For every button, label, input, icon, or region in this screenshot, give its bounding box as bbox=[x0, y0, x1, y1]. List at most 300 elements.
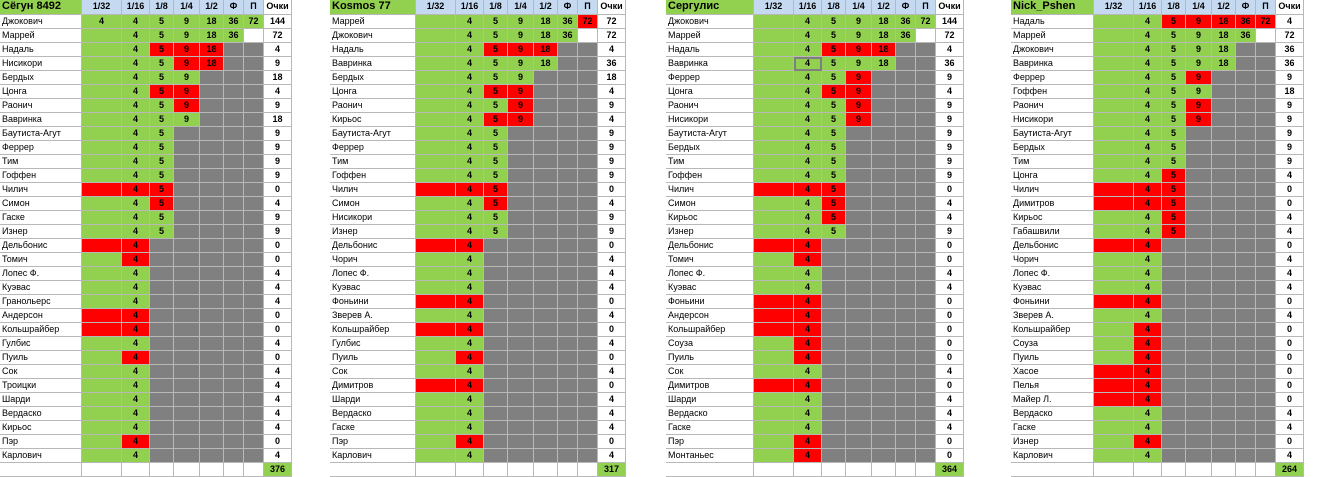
round-cell[interactable]: 4 bbox=[794, 85, 822, 99]
round-cell[interactable] bbox=[1094, 435, 1134, 449]
round-cell[interactable] bbox=[150, 365, 174, 379]
round-cell[interactable] bbox=[534, 141, 558, 155]
round-cell[interactable] bbox=[174, 197, 200, 211]
score-cell[interactable]: 18 bbox=[264, 113, 292, 127]
round-cell[interactable] bbox=[534, 449, 558, 463]
round-cell[interactable] bbox=[1256, 393, 1276, 407]
round-cell[interactable]: 4 bbox=[1134, 183, 1162, 197]
round-cell[interactable] bbox=[916, 281, 936, 295]
round-cell[interactable]: 5 bbox=[1162, 71, 1186, 85]
round-cell[interactable]: 9 bbox=[508, 113, 534, 127]
player-name-cell[interactable]: Бердых bbox=[0, 71, 82, 85]
player-name-cell[interactable]: Гранольерс bbox=[0, 295, 82, 309]
player-name-cell[interactable]: Раонич bbox=[330, 99, 416, 113]
round-cell[interactable] bbox=[82, 267, 122, 281]
round-cell[interactable]: 4 bbox=[122, 449, 150, 463]
round-cell[interactable] bbox=[558, 141, 578, 155]
player-name-cell[interactable]: Лопес Ф. bbox=[666, 267, 754, 281]
round-cell[interactable]: 4 bbox=[1134, 365, 1162, 379]
round-cell[interactable] bbox=[174, 295, 200, 309]
round-cell[interactable]: 4 bbox=[122, 57, 150, 71]
round-cell[interactable] bbox=[1256, 127, 1276, 141]
round-cell[interactable] bbox=[1094, 379, 1134, 393]
round-cell[interactable] bbox=[916, 141, 936, 155]
round-cell[interactable] bbox=[416, 43, 456, 57]
round-cell[interactable]: 5 bbox=[150, 211, 174, 225]
round-cell[interactable] bbox=[508, 141, 534, 155]
round-cell[interactable] bbox=[872, 393, 896, 407]
round-cell[interactable] bbox=[150, 435, 174, 449]
round-cell[interactable] bbox=[416, 71, 456, 85]
round-cell[interactable] bbox=[244, 379, 264, 393]
round-cell[interactable]: 4 bbox=[1134, 351, 1162, 365]
total-score-cell[interactable]: 264 bbox=[1276, 463, 1304, 477]
player-name-cell[interactable]: Джокович bbox=[330, 29, 416, 43]
player-name-cell[interactable]: Димитров bbox=[1011, 197, 1094, 211]
player-name-cell[interactable]: Гоффен bbox=[0, 169, 82, 183]
round-cell[interactable] bbox=[174, 435, 200, 449]
round-cell[interactable] bbox=[578, 155, 598, 169]
round-cell[interactable]: 5 bbox=[484, 15, 508, 29]
score-cell[interactable]: 36 bbox=[1276, 43, 1304, 57]
player-name-cell[interactable]: Куэвас bbox=[666, 281, 754, 295]
round-cell[interactable]: 4 bbox=[794, 197, 822, 211]
round-cell[interactable] bbox=[200, 281, 224, 295]
score-cell[interactable]: 0 bbox=[1276, 197, 1304, 211]
score-cell[interactable]: 4 bbox=[1276, 211, 1304, 225]
round-cell[interactable] bbox=[578, 351, 598, 365]
round-cell[interactable] bbox=[558, 71, 578, 85]
player-name-cell[interactable]: Карлович bbox=[0, 449, 82, 463]
round-cell[interactable] bbox=[484, 421, 508, 435]
round-cell[interactable] bbox=[872, 211, 896, 225]
round-cell[interactable]: 4 bbox=[122, 141, 150, 155]
round-cell[interactable] bbox=[1094, 253, 1134, 267]
round-cell[interactable] bbox=[916, 351, 936, 365]
player-name-cell[interactable]: Кольшрайбер bbox=[0, 323, 82, 337]
round-cell[interactable]: 9 bbox=[508, 99, 534, 113]
round-cell[interactable]: 4 bbox=[794, 309, 822, 323]
round-cell[interactable] bbox=[578, 85, 598, 99]
round-cell[interactable] bbox=[484, 323, 508, 337]
round-cell[interactable] bbox=[82, 281, 122, 295]
round-cell[interactable] bbox=[1212, 85, 1236, 99]
round-cell[interactable] bbox=[1212, 295, 1236, 309]
round-cell[interactable]: 5 bbox=[150, 57, 174, 71]
round-cell[interactable]: 4 bbox=[122, 253, 150, 267]
round-cell[interactable] bbox=[754, 267, 794, 281]
round-cell[interactable]: 5 bbox=[822, 141, 846, 155]
round-cell[interactable] bbox=[822, 407, 846, 421]
round-cell[interactable]: 5 bbox=[1162, 99, 1186, 113]
round-cell[interactable]: 5 bbox=[1162, 57, 1186, 71]
round-cell[interactable] bbox=[1256, 253, 1276, 267]
round-cell[interactable] bbox=[754, 57, 794, 71]
score-cell[interactable]: 4 bbox=[1276, 267, 1304, 281]
player-name-cell[interactable]: Вавринка bbox=[330, 57, 416, 71]
player-name-cell[interactable]: Шарди bbox=[666, 393, 754, 407]
round-cell[interactable]: 4 bbox=[794, 211, 822, 225]
round-cell[interactable] bbox=[1212, 155, 1236, 169]
round-cell[interactable] bbox=[846, 337, 872, 351]
score-cell[interactable]: 4 bbox=[598, 197, 626, 211]
round-cell[interactable] bbox=[1094, 155, 1134, 169]
round-cell[interactable] bbox=[1186, 197, 1212, 211]
round-cell[interactable] bbox=[916, 309, 936, 323]
round-cell[interactable] bbox=[872, 379, 896, 393]
round-cell[interactable]: 4 bbox=[456, 43, 484, 57]
player-name-cell[interactable]: Гаске bbox=[1011, 421, 1094, 435]
round-cell[interactable] bbox=[416, 183, 456, 197]
score-cell[interactable]: 0 bbox=[936, 183, 964, 197]
player-name-cell[interactable]: Сок bbox=[0, 365, 82, 379]
round-cell[interactable] bbox=[244, 309, 264, 323]
round-cell[interactable] bbox=[578, 211, 598, 225]
round-cell[interactable] bbox=[896, 379, 916, 393]
round-cell[interactable]: 18 bbox=[1212, 43, 1236, 57]
score-cell[interactable]: 4 bbox=[936, 267, 964, 281]
round-cell[interactable] bbox=[1236, 253, 1256, 267]
round-cell[interactable] bbox=[558, 449, 578, 463]
round-cell[interactable] bbox=[896, 183, 916, 197]
round-cell[interactable] bbox=[754, 225, 794, 239]
player-name-cell[interactable]: Гаске bbox=[0, 211, 82, 225]
score-cell[interactable]: 4 bbox=[264, 43, 292, 57]
round-cell[interactable] bbox=[846, 407, 872, 421]
player-name-cell[interactable]: Баутиста-Агут bbox=[0, 127, 82, 141]
round-cell[interactable]: 5 bbox=[150, 71, 174, 85]
round-cell[interactable] bbox=[150, 267, 174, 281]
round-cell[interactable]: 5 bbox=[822, 43, 846, 57]
round-cell[interactable] bbox=[872, 365, 896, 379]
round-cell[interactable] bbox=[846, 197, 872, 211]
score-cell[interactable]: 9 bbox=[598, 155, 626, 169]
score-cell[interactable]: 18 bbox=[1276, 85, 1304, 99]
round-cell[interactable] bbox=[534, 379, 558, 393]
round-cell[interactable] bbox=[1094, 323, 1134, 337]
round-cell[interactable]: 4 bbox=[794, 141, 822, 155]
round-cell[interactable] bbox=[1186, 421, 1212, 435]
round-cell[interactable] bbox=[754, 127, 794, 141]
round-cell[interactable] bbox=[224, 141, 244, 155]
round-cell[interactable]: 9 bbox=[508, 29, 534, 43]
round-cell[interactable] bbox=[508, 351, 534, 365]
round-cell[interactable] bbox=[1236, 435, 1256, 449]
round-cell[interactable] bbox=[534, 295, 558, 309]
round-cell[interactable] bbox=[558, 309, 578, 323]
round-cell[interactable] bbox=[82, 99, 122, 113]
round-cell[interactable] bbox=[1186, 379, 1212, 393]
round-cell[interactable] bbox=[224, 421, 244, 435]
round-cell[interactable] bbox=[174, 253, 200, 267]
round-cell[interactable] bbox=[174, 351, 200, 365]
round-cell[interactable] bbox=[1236, 71, 1256, 85]
round-cell[interactable] bbox=[754, 169, 794, 183]
score-cell[interactable]: 4 bbox=[1276, 407, 1304, 421]
round-cell[interactable] bbox=[1256, 281, 1276, 295]
round-cell[interactable] bbox=[244, 267, 264, 281]
round-cell[interactable] bbox=[82, 239, 122, 253]
round-cell[interactable] bbox=[174, 239, 200, 253]
player-name-cell[interactable]: Пэр bbox=[0, 435, 82, 449]
player-name-cell[interactable]: Томич bbox=[0, 253, 82, 267]
round-cell[interactable] bbox=[558, 211, 578, 225]
score-cell[interactable]: 9 bbox=[598, 169, 626, 183]
round-cell[interactable] bbox=[896, 309, 916, 323]
round-cell[interactable] bbox=[416, 323, 456, 337]
round-cell[interactable] bbox=[578, 449, 598, 463]
round-cell[interactable] bbox=[1094, 169, 1134, 183]
round-cell[interactable] bbox=[224, 127, 244, 141]
round-cell[interactable]: 4 bbox=[456, 29, 484, 43]
round-cell[interactable] bbox=[416, 393, 456, 407]
score-cell[interactable]: 0 bbox=[936, 351, 964, 365]
score-cell[interactable]: 4 bbox=[598, 113, 626, 127]
round-cell[interactable] bbox=[916, 393, 936, 407]
round-cell[interactable] bbox=[896, 393, 916, 407]
player-name-cell[interactable]: Изнер bbox=[666, 225, 754, 239]
round-cell[interactable] bbox=[534, 71, 558, 85]
round-cell[interactable] bbox=[846, 169, 872, 183]
round-cell[interactable] bbox=[578, 99, 598, 113]
player-name-cell[interactable]: Надаль bbox=[1011, 15, 1094, 29]
score-cell[interactable]: 0 bbox=[936, 379, 964, 393]
round-cell[interactable] bbox=[1256, 99, 1276, 113]
round-cell[interactable] bbox=[1236, 57, 1256, 71]
round-cell[interactable] bbox=[244, 85, 264, 99]
round-cell[interactable]: 18 bbox=[200, 15, 224, 29]
player-name-cell[interactable]: Изнер bbox=[1011, 435, 1094, 449]
round-cell[interactable] bbox=[916, 449, 936, 463]
score-cell[interactable]: 9 bbox=[936, 71, 964, 85]
score-cell[interactable]: 0 bbox=[598, 323, 626, 337]
round-cell[interactable] bbox=[1236, 309, 1256, 323]
player-name-cell[interactable]: Пуиль bbox=[1011, 351, 1094, 365]
round-cell[interactable] bbox=[200, 421, 224, 435]
round-cell[interactable] bbox=[508, 323, 534, 337]
round-cell[interactable]: 9 bbox=[174, 29, 200, 43]
player-name-cell[interactable]: Соуза bbox=[1011, 337, 1094, 351]
round-cell[interactable] bbox=[1236, 99, 1256, 113]
round-cell[interactable] bbox=[484, 253, 508, 267]
round-cell[interactable] bbox=[508, 155, 534, 169]
round-cell[interactable] bbox=[872, 449, 896, 463]
round-cell[interactable]: 18 bbox=[534, 29, 558, 43]
round-cell[interactable] bbox=[150, 393, 174, 407]
round-cell[interactable] bbox=[896, 337, 916, 351]
round-cell[interactable] bbox=[1162, 309, 1186, 323]
round-cell[interactable] bbox=[174, 225, 200, 239]
score-cell[interactable]: 9 bbox=[936, 127, 964, 141]
round-cell[interactable] bbox=[534, 421, 558, 435]
round-cell[interactable] bbox=[846, 393, 872, 407]
round-cell[interactable] bbox=[244, 141, 264, 155]
score-cell[interactable]: 0 bbox=[264, 253, 292, 267]
round-cell[interactable]: 72 bbox=[578, 15, 598, 29]
score-cell[interactable]: 9 bbox=[936, 141, 964, 155]
round-cell[interactable] bbox=[822, 267, 846, 281]
round-cell[interactable]: 36 bbox=[558, 29, 578, 43]
round-cell[interactable] bbox=[508, 449, 534, 463]
round-cell[interactable]: 36 bbox=[896, 29, 916, 43]
round-cell[interactable] bbox=[1186, 435, 1212, 449]
round-cell[interactable] bbox=[150, 407, 174, 421]
round-cell[interactable] bbox=[508, 253, 534, 267]
round-cell[interactable] bbox=[416, 127, 456, 141]
round-cell[interactable]: 9 bbox=[174, 99, 200, 113]
round-cell[interactable] bbox=[174, 449, 200, 463]
round-cell[interactable] bbox=[558, 127, 578, 141]
score-cell[interactable]: 4 bbox=[936, 197, 964, 211]
round-cell[interactable]: 4 bbox=[1134, 43, 1162, 57]
round-cell[interactable] bbox=[558, 435, 578, 449]
round-cell[interactable] bbox=[872, 337, 896, 351]
round-cell[interactable]: 9 bbox=[846, 57, 872, 71]
score-cell[interactable]: 0 bbox=[936, 295, 964, 309]
round-cell[interactable] bbox=[244, 435, 264, 449]
round-cell[interactable] bbox=[1212, 71, 1236, 85]
round-cell[interactable]: 4 bbox=[1134, 449, 1162, 463]
round-cell[interactable]: 5 bbox=[150, 197, 174, 211]
round-cell[interactable]: 18 bbox=[872, 15, 896, 29]
round-cell[interactable] bbox=[224, 295, 244, 309]
round-cell[interactable] bbox=[1256, 267, 1276, 281]
player-name-cell[interactable]: Кирьос bbox=[666, 211, 754, 225]
round-cell[interactable] bbox=[754, 407, 794, 421]
round-cell[interactable]: 4 bbox=[794, 281, 822, 295]
round-cell[interactable] bbox=[200, 113, 224, 127]
round-cell[interactable] bbox=[150, 421, 174, 435]
round-cell[interactable] bbox=[1236, 183, 1256, 197]
player-name-cell[interactable]: Пуиль bbox=[666, 351, 754, 365]
player-name-cell[interactable]: Пуиль bbox=[330, 351, 416, 365]
round-cell[interactable]: 4 bbox=[1134, 253, 1162, 267]
round-cell[interactable]: 5 bbox=[822, 113, 846, 127]
score-cell[interactable]: 0 bbox=[598, 435, 626, 449]
round-cell[interactable] bbox=[244, 407, 264, 421]
round-cell[interactable] bbox=[1186, 309, 1212, 323]
round-cell[interactable] bbox=[754, 85, 794, 99]
round-cell[interactable] bbox=[534, 337, 558, 351]
round-cell[interactable] bbox=[174, 211, 200, 225]
round-cell[interactable] bbox=[508, 211, 534, 225]
round-cell[interactable] bbox=[896, 169, 916, 183]
round-cell[interactable]: 5 bbox=[1162, 29, 1186, 43]
round-cell[interactable] bbox=[1094, 71, 1134, 85]
round-cell[interactable]: 5 bbox=[484, 71, 508, 85]
player-name-cell[interactable]: Феррер bbox=[666, 71, 754, 85]
round-cell[interactable] bbox=[82, 71, 122, 85]
round-cell[interactable]: 5 bbox=[822, 155, 846, 169]
round-cell[interactable] bbox=[822, 309, 846, 323]
round-cell[interactable] bbox=[82, 295, 122, 309]
round-cell[interactable] bbox=[82, 127, 122, 141]
round-cell[interactable] bbox=[1236, 365, 1256, 379]
round-cell[interactable]: 5 bbox=[822, 211, 846, 225]
round-cell[interactable] bbox=[916, 29, 936, 43]
round-cell[interactable] bbox=[896, 57, 916, 71]
player-name-cell[interactable]: Фоньини bbox=[330, 295, 416, 309]
score-cell[interactable]: 0 bbox=[264, 309, 292, 323]
round-cell[interactable] bbox=[754, 197, 794, 211]
round-cell[interactable] bbox=[200, 155, 224, 169]
round-cell[interactable]: 72 bbox=[916, 15, 936, 29]
round-cell[interactable]: 4 bbox=[794, 57, 822, 71]
round-cell[interactable]: 4 bbox=[794, 71, 822, 85]
round-cell[interactable] bbox=[82, 183, 122, 197]
round-cell[interactable]: 4 bbox=[1134, 15, 1162, 29]
round-cell[interactable] bbox=[1094, 449, 1134, 463]
round-cell[interactable]: 4 bbox=[456, 85, 484, 99]
round-cell[interactable] bbox=[916, 435, 936, 449]
round-cell[interactable]: 4 bbox=[456, 71, 484, 85]
round-cell[interactable] bbox=[416, 407, 456, 421]
player-name-cell[interactable]: Вавринка bbox=[1011, 57, 1094, 71]
score-cell[interactable]: 0 bbox=[1276, 239, 1304, 253]
round-cell[interactable] bbox=[244, 197, 264, 211]
player-name-cell[interactable]: Феррер bbox=[330, 141, 416, 155]
round-cell[interactable] bbox=[872, 113, 896, 127]
round-cell[interactable] bbox=[244, 337, 264, 351]
round-cell[interactable] bbox=[822, 365, 846, 379]
round-cell[interactable] bbox=[822, 435, 846, 449]
round-cell[interactable] bbox=[846, 155, 872, 169]
round-cell[interactable] bbox=[416, 421, 456, 435]
round-cell[interactable] bbox=[896, 449, 916, 463]
round-cell[interactable] bbox=[896, 99, 916, 113]
round-cell[interactable]: 5 bbox=[484, 113, 508, 127]
round-cell[interactable]: 5 bbox=[1162, 85, 1186, 99]
player-name-cell[interactable]: Фоньини bbox=[666, 295, 754, 309]
round-cell[interactable] bbox=[224, 337, 244, 351]
round-cell[interactable] bbox=[224, 253, 244, 267]
round-cell[interactable]: 4 bbox=[456, 421, 484, 435]
round-cell[interactable] bbox=[484, 351, 508, 365]
player-name-cell[interactable]: Куэвас bbox=[1011, 281, 1094, 295]
round-cell[interactable] bbox=[150, 323, 174, 337]
round-cell[interactable]: 5 bbox=[150, 99, 174, 113]
score-cell[interactable]: 9 bbox=[264, 127, 292, 141]
player-name-cell[interactable]: Нисикори bbox=[666, 113, 754, 127]
round-cell[interactable]: 4 bbox=[1134, 141, 1162, 155]
round-cell[interactable] bbox=[1162, 393, 1186, 407]
player-name-cell[interactable]: Шарди bbox=[0, 393, 82, 407]
round-cell[interactable] bbox=[534, 169, 558, 183]
round-cell[interactable]: 5 bbox=[484, 99, 508, 113]
round-cell[interactable]: 4 bbox=[122, 183, 150, 197]
player-name-cell[interactable]: Гоффен bbox=[1011, 85, 1094, 99]
round-cell[interactable] bbox=[82, 113, 122, 127]
player-name-cell[interactable]: Зверев А. bbox=[1011, 309, 1094, 323]
round-cell[interactable] bbox=[558, 351, 578, 365]
round-cell[interactable] bbox=[1212, 393, 1236, 407]
round-cell[interactable] bbox=[1186, 253, 1212, 267]
round-cell[interactable]: 4 bbox=[794, 267, 822, 281]
round-cell[interactable] bbox=[534, 85, 558, 99]
round-cell[interactable] bbox=[1186, 127, 1212, 141]
round-cell[interactable] bbox=[82, 421, 122, 435]
round-cell[interactable]: 4 bbox=[122, 435, 150, 449]
round-cell[interactable]: 9 bbox=[846, 15, 872, 29]
player-name-cell[interactable]: Пэр bbox=[330, 435, 416, 449]
round-cell[interactable] bbox=[82, 141, 122, 155]
round-cell[interactable] bbox=[846, 421, 872, 435]
round-cell[interactable]: 5 bbox=[150, 29, 174, 43]
player-name-cell[interactable]: Вердаско bbox=[666, 407, 754, 421]
round-cell[interactable]: 5 bbox=[1162, 225, 1186, 239]
round-cell[interactable] bbox=[558, 225, 578, 239]
round-cell[interactable] bbox=[896, 127, 916, 141]
